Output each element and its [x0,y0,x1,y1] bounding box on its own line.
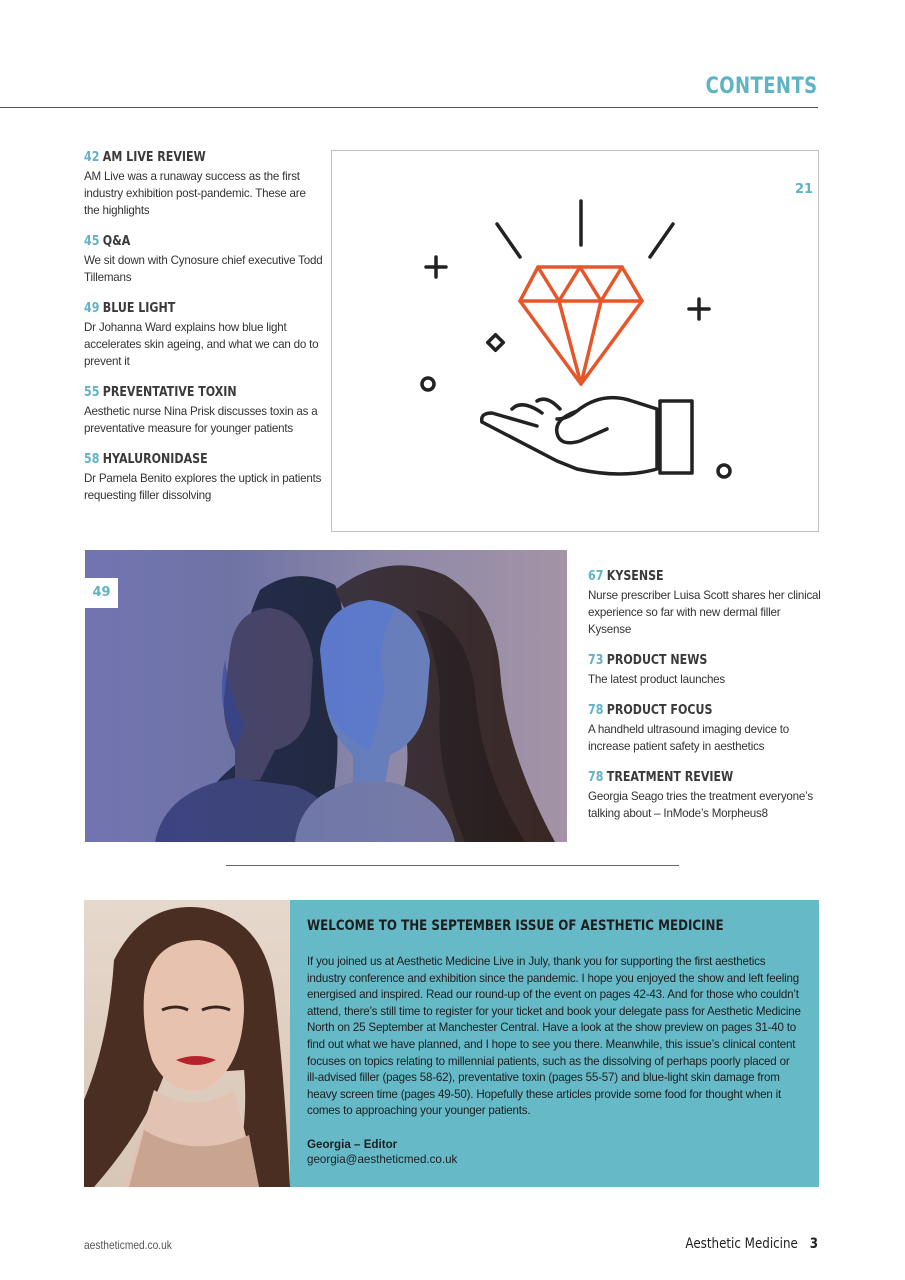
editor-signature: Georgia – Editor [307,1137,398,1151]
toc-entry-description: We sit down with Cynosure chief executive Todd Tillemans [84,254,323,284]
diamond-in-hand-icon [332,151,820,533]
toc-entry-description: Aesthetic nurse Nina Prisk discusses toxin as a preventative measure for younger patients [84,405,318,435]
header-divider [0,107,818,108]
toc-entry-title: PREVENTATIVE TOXIN [102,385,237,400]
toc-entry-title: KYSENSE [606,569,664,584]
toc-entry-description: Georgia Seago tries the treatment everyone’s talking about – InMode’s Morpheus8 [588,790,813,820]
toc-entry-title: HYALURONIDASE [102,452,208,467]
page-title: CONTENTS [706,74,818,99]
blue-light-photo[interactable] [85,550,567,842]
toc-entry-heading [84,301,288,317]
toc-entry-page: 55 [84,385,100,400]
toc-entry-page: 45 [84,234,100,249]
editor-photo-image [84,900,290,1187]
diamond-hand-illustration[interactable] [331,150,819,532]
toc-entry-title: PRODUCT NEWS [606,653,708,668]
footer-page-number: 3 [809,1236,818,1252]
toc-entry-heading [588,770,788,786]
toc-entry[interactable] [588,770,823,822]
toc-entry[interactable] [588,653,823,688]
toc-entry[interactable] [588,569,823,638]
toc-entry-page: 78 [588,770,604,785]
toc-entry-heading [588,653,788,669]
footer-magazine-name: Aesthetic Medicine [685,1236,798,1252]
toc-entry-description: The latest product launches [588,673,726,686]
illustration-page-number: 21 [795,182,814,197]
toc-entry-title: PRODUCT FOCUS [606,703,713,718]
toc-entry-heading [588,569,788,585]
toc-entry-page: 42 [84,150,100,165]
toc-entry-page: 67 [588,569,604,584]
toc-entry[interactable] [84,301,324,370]
toc-entry-heading [588,703,788,719]
toc-entry-page: 49 [84,301,100,316]
toc-entry-heading [84,150,288,166]
toc-entry-heading [84,234,288,250]
editor-letter [290,900,819,1187]
editor-body-text: If you joined us at Aesthetic Medicine Live in July, thank you for supporting the first aesthetics industry conference and exhibition since the pandemic. I hope you enjoyed the show and left feeling energised and inspired. Read our round-up of the event on pages 42-43. And for those who couldn’t attend, there’s still time to register for your ticket and book your delegate pass for Aesthetic Medicine North on 25 September at Manchester Central. Have a look at the show preview on pages 31-40 to find out what we have planned, and I hope to see you there. Meanwhile, this issue’s clinical content focuses on topics relating to millennial patients, such as the dissolving of perhaps poorly placed or ill-advised filler (pages 58-62), preventative toxin (pages 55-57) and blue-light skin damage from heavy screen time (pages 49-50). Hopefully these articles provide some food for thought when it comes to approaching your younger patients. [307,955,801,1118]
toc-entry[interactable] [84,150,324,219]
toc-entry-page: 73 [588,653,604,668]
toc-entry[interactable] [84,385,324,437]
toc-entry[interactable] [588,703,823,755]
editor-heading: WELCOME TO THE SEPTEMBER ISSUE OF AESTHETIC MEDICINE [307,918,724,934]
toc-entry-page: 78 [588,703,604,718]
toc-entry-title: TREATMENT REVIEW [606,770,734,785]
toc-entry-description: Nurse prescriber Luisa Scott shares her clinical experience so far with new dermal filler Kysense [588,589,821,636]
two-women-image [85,550,567,842]
editor-email-link[interactable]: georgia@aestheticmed.co.uk [307,1152,458,1166]
footer-website-link[interactable]: aestheticmed.co.uk [84,1238,172,1252]
toc-entry-page: 58 [84,452,100,467]
toc-entry[interactable] [84,234,324,286]
footer-magazine [685,1236,818,1252]
toc-entry-title: Q&A [102,234,131,249]
section-divider [226,865,679,866]
toc-entry[interactable] [84,452,324,504]
toc-entry-description: Dr Pamela Benito explores the uptick in patients requesting filler dissolving [84,472,322,502]
toc-entry-title: BLUE LIGHT [102,301,176,316]
toc-entry-title: AM LIVE REVIEW [102,150,206,165]
toc-entry-description: Dr Johanna Ward explains how blue light accelerates skin ageing, and what we can do to prevent it [84,321,319,368]
photo-page-number: 49 [85,578,118,608]
toc-entry-heading [84,452,288,468]
toc-entry-description: A handheld ultrasound imaging device to increase patient safety in aesthetics [588,723,790,753]
toc-entry-description: AM Live was a runaway success as the first industry exhibition post-pandemic. These are the highlights [84,170,306,217]
editor-portrait [84,900,290,1187]
toc-entry-heading [84,385,288,401]
